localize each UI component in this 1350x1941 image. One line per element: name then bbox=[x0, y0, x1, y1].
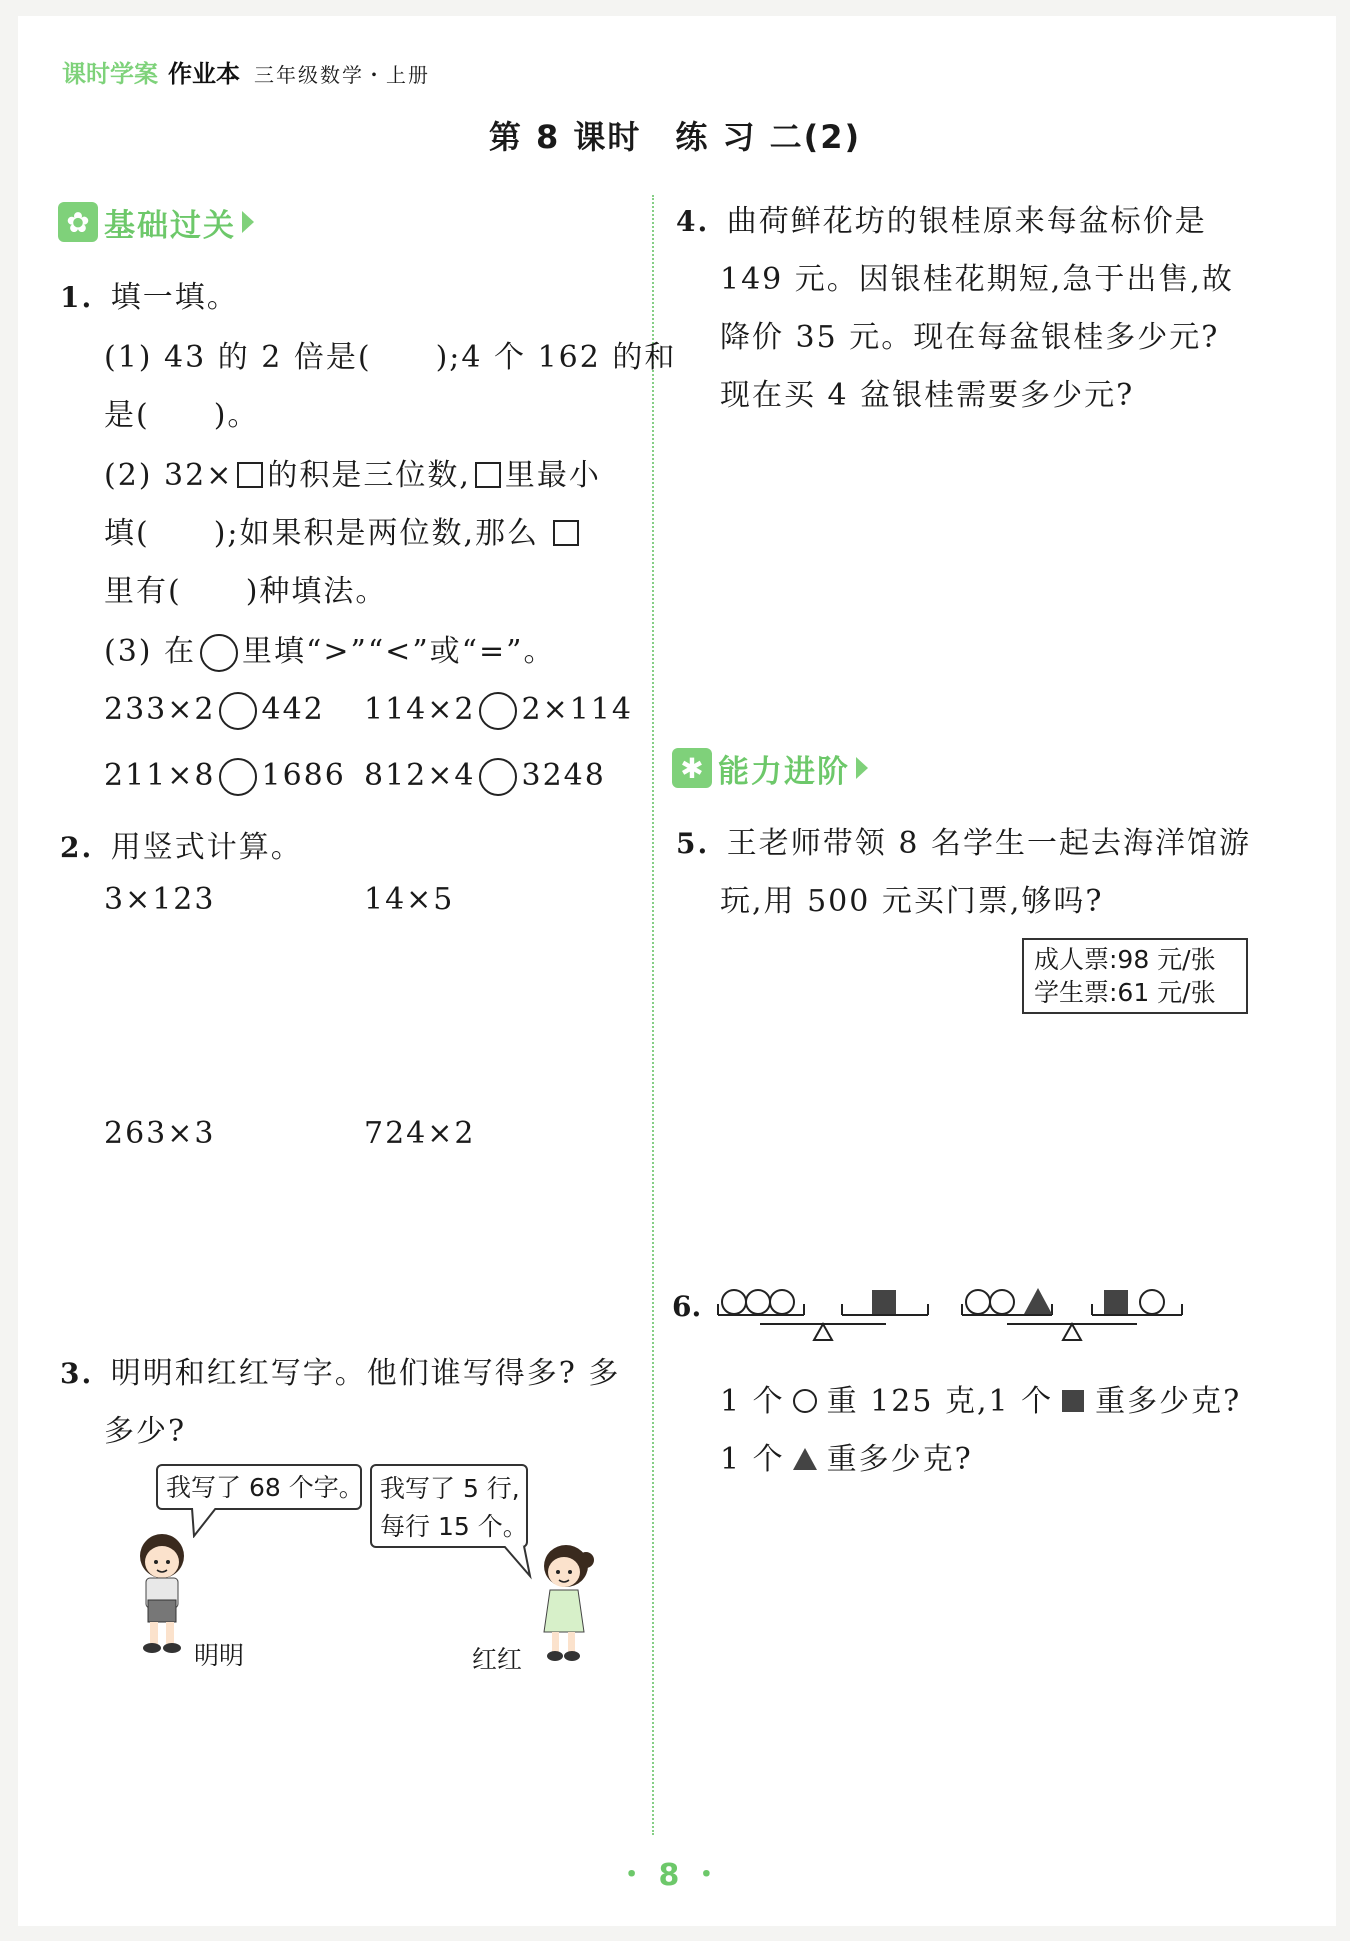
comparison-row bbox=[364, 692, 633, 730]
balance-scale-2 bbox=[962, 1288, 1182, 1340]
comparison-left: 114×2 bbox=[364, 692, 476, 727]
q1-part1-line2: 是( )。 bbox=[104, 398, 260, 433]
comparison-left: 233×2 bbox=[104, 692, 216, 727]
running-figure-icon: ✱ bbox=[672, 748, 712, 788]
arrow-icon bbox=[856, 757, 868, 779]
comparison-left: 211×8 bbox=[104, 758, 216, 793]
ticket-adult-price: 成人票:98 元/张 bbox=[1034, 945, 1216, 974]
question-number: 5. bbox=[676, 827, 710, 860]
bubble-line: 我写了 5 行, bbox=[380, 1474, 520, 1503]
text: 的积是三位数, bbox=[267, 458, 471, 493]
text: 里最小 bbox=[504, 458, 601, 493]
balance-scale-1 bbox=[718, 1290, 928, 1340]
question-text: 曲荷鲜花坊的银桂原来每盆标价是 bbox=[726, 204, 1207, 239]
circle-blank[interactable] bbox=[200, 634, 238, 672]
text: 1 个 bbox=[720, 1384, 785, 1419]
section-tag-basic bbox=[58, 200, 254, 244]
text: (2) 32× bbox=[104, 458, 234, 493]
q1-part2-line1 bbox=[104, 450, 601, 494]
question-5-line1 bbox=[676, 818, 1251, 862]
question-text: 用竖式计算。 bbox=[110, 830, 303, 865]
question-5-line2: 玩,用 500 元买门票,够吗? bbox=[720, 884, 1104, 919]
book-type: 作业本 bbox=[168, 60, 240, 88]
question-number: 4. bbox=[676, 205, 710, 238]
comparison-right: 442 bbox=[261, 692, 325, 727]
text: 重 125 克,1 个 bbox=[826, 1384, 1054, 1419]
question-number: 2. bbox=[60, 831, 94, 864]
arrow-icon bbox=[242, 211, 254, 233]
comparison-left: 812×4 bbox=[364, 758, 476, 793]
question-6-number bbox=[672, 1290, 701, 1323]
ticket-price-box bbox=[1022, 938, 1248, 1014]
text: 里填“>”“<”或“=”。 bbox=[242, 634, 556, 669]
name-honghong: 红红 bbox=[472, 1645, 523, 1674]
question-4-line3: 降价 35 元。现在每盆银桂多少元? bbox=[720, 320, 1220, 355]
book-header bbox=[62, 54, 430, 89]
calc-item: 14×5 bbox=[364, 882, 455, 917]
comparison-right: 1686 bbox=[261, 758, 346, 793]
section-label-advanced: 能力进阶 bbox=[718, 753, 850, 790]
triangle-shape-icon bbox=[791, 1446, 821, 1472]
girl-illustration bbox=[530, 1540, 600, 1670]
question-text: 王老师带领 8 名学生一起去海洋馆游 bbox=[726, 826, 1251, 861]
calc-item: 263×3 bbox=[104, 1116, 216, 1151]
column-divider bbox=[652, 195, 654, 1835]
boy-illustration bbox=[128, 1530, 198, 1660]
question-4-line4: 现在买 4 盆银桂需要多少元? bbox=[720, 378, 1135, 413]
q1-part2-line3: 里有( )种填法。 bbox=[104, 574, 388, 609]
page-number: ・8・ bbox=[616, 1858, 734, 1893]
text: 重多少克? bbox=[826, 1442, 973, 1477]
q1-part1-line1: (1) 43 的 2 倍是( );4 个 162 的和 bbox=[104, 340, 677, 375]
page-title: 第 8 课时 练 习 二(2) bbox=[488, 118, 862, 156]
circle-shape-icon bbox=[791, 1388, 821, 1414]
question-1-title bbox=[60, 272, 239, 316]
comparison-right: 3248 bbox=[521, 758, 606, 793]
text: 1 个 bbox=[720, 1442, 785, 1477]
calc-item: 3×123 bbox=[104, 882, 216, 917]
ticket-student-price: 学生票:61 元/张 bbox=[1034, 978, 1216, 1007]
balance-scales-diagram bbox=[712, 1280, 1212, 1346]
question-4-line2: 149 元。因银桂花期短,急于出售,故 bbox=[720, 262, 1234, 297]
name-mingming: 明明 bbox=[194, 1641, 245, 1670]
comparison-row bbox=[364, 758, 606, 796]
square-box-icon bbox=[237, 462, 263, 488]
question-number: 3. bbox=[60, 1357, 94, 1390]
question-3-line1 bbox=[60, 1348, 620, 1392]
q1-part2-line2 bbox=[104, 508, 583, 552]
question-3-line2: 多少? bbox=[104, 1414, 187, 1449]
bubble-line: 每行 15 个。 bbox=[380, 1512, 528, 1541]
gear-icon: ✿ bbox=[58, 202, 98, 242]
q1-part3-line bbox=[104, 626, 555, 672]
text: 填( );如果积是两位数,那么 bbox=[104, 516, 540, 551]
question-text: 明明和红红写字。他们谁写得多? 多 bbox=[110, 1356, 621, 1391]
question-6-line1 bbox=[720, 1376, 1241, 1420]
comparison-right: 2×114 bbox=[521, 692, 633, 727]
question-text: 填一填。 bbox=[110, 280, 239, 315]
circle-blank[interactable] bbox=[479, 758, 517, 796]
subject-label: 三年级数学・上册 bbox=[254, 63, 430, 87]
question-4-line1 bbox=[676, 196, 1207, 240]
question-2-title bbox=[60, 822, 303, 866]
circle-blank[interactable] bbox=[479, 692, 517, 730]
comparison-row bbox=[104, 692, 325, 730]
brand-name: 课时学案 bbox=[62, 60, 158, 88]
speech-bubble-honghong bbox=[370, 1464, 528, 1548]
question-number: 6. bbox=[672, 1290, 702, 1323]
text: 重多少克? bbox=[1095, 1384, 1242, 1419]
comparison-row bbox=[104, 758, 346, 796]
section-tag-advanced bbox=[672, 746, 868, 790]
text: (3) 在 bbox=[104, 634, 197, 669]
square-shape-icon bbox=[1059, 1388, 1089, 1414]
speech-bubble-mingming: 我写了 68 个字。 bbox=[156, 1464, 362, 1510]
question-number: 1. bbox=[60, 281, 94, 314]
question-6-line2 bbox=[720, 1434, 973, 1478]
circle-blank[interactable] bbox=[219, 692, 257, 730]
section-label-basic: 基础过关 bbox=[104, 207, 236, 244]
square-box-icon bbox=[553, 520, 579, 546]
circle-blank[interactable] bbox=[219, 758, 257, 796]
calc-item: 724×2 bbox=[364, 1116, 476, 1151]
square-box-icon bbox=[475, 462, 501, 488]
